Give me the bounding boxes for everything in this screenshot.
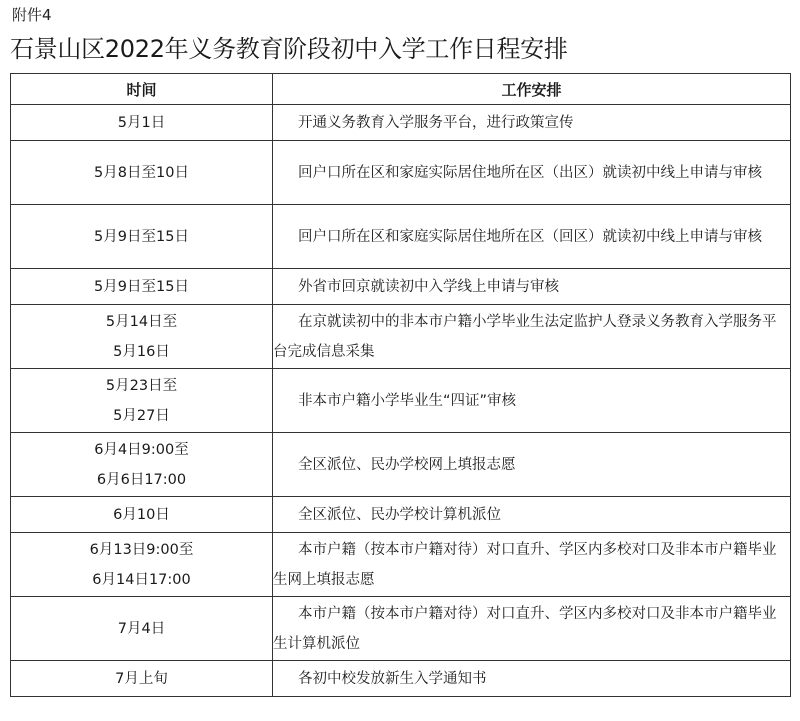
task-text: 回户口所在区和家庭实际居住地所在区（出区）就读初中线上申请与审核 bbox=[298, 164, 762, 181]
task-cell bbox=[273, 105, 791, 141]
table-row bbox=[11, 269, 791, 305]
time-text-end: 5月27日 bbox=[113, 407, 170, 424]
table-row bbox=[11, 661, 791, 697]
time-text-end: 6月6日17:00 bbox=[96, 471, 187, 488]
time-cell bbox=[11, 105, 273, 141]
task-text: 开通义务教育入学服务平台，进行政策宣传 bbox=[298, 114, 574, 131]
time-cell bbox=[11, 433, 273, 497]
task-cell bbox=[273, 369, 791, 433]
time-text-start: 6月4日9:00至 bbox=[94, 441, 189, 458]
task-cell bbox=[273, 661, 791, 697]
time-text: 5月9日至15日 bbox=[94, 278, 189, 295]
task-cell bbox=[273, 205, 791, 269]
table-header-row bbox=[11, 74, 791, 105]
time-text: 5月9日至15日 bbox=[94, 228, 189, 245]
table-row bbox=[11, 497, 791, 533]
table-row bbox=[11, 105, 791, 141]
page-title: 石景山区2022年义务教育阶段初中入学工作日程安排 bbox=[10, 35, 568, 63]
table-row bbox=[11, 597, 791, 661]
schedule-table bbox=[10, 73, 791, 697]
attachment-label: 附件4 bbox=[12, 6, 52, 24]
time-text-end: 6月14日17:00 bbox=[92, 571, 191, 588]
task-text: 全区派位、民办学校网上填报志愿 bbox=[298, 456, 516, 473]
task-cell bbox=[273, 305, 791, 369]
time-text: 6月10日 bbox=[113, 506, 170, 523]
task-text: 各初中校发放新生入学通知书 bbox=[298, 670, 487, 687]
task-cell bbox=[273, 433, 791, 497]
task-text: 非本市户籍小学毕业生“四证”审核 bbox=[298, 392, 517, 409]
time-cell bbox=[11, 269, 273, 305]
header-time: 时间 bbox=[11, 74, 273, 105]
time-text: 7月上旬 bbox=[115, 670, 168, 687]
time-text-start: 5月23日至 bbox=[105, 377, 178, 394]
task-cell bbox=[273, 597, 791, 661]
time-cell bbox=[11, 141, 273, 205]
time-cell bbox=[11, 305, 273, 369]
table-row bbox=[11, 433, 791, 497]
header-task: 工作安排 bbox=[273, 74, 791, 105]
task-text: 本市户籍（按本市户籍对待）对口直升、学区内多校对口及非本市户籍毕业生网上填报志愿 bbox=[273, 541, 777, 588]
time-cell bbox=[11, 597, 273, 661]
time-text: 7月4日 bbox=[117, 620, 166, 637]
task-text: 在京就读初中的非本市户籍小学毕业生法定监护人登录义务教育入学服务平台完成信息采集 bbox=[273, 313, 777, 360]
task-text: 回户口所在区和家庭实际居住地所在区（回区）就读初中线上申请与审核 bbox=[298, 228, 762, 245]
time-cell bbox=[11, 533, 273, 597]
task-cell bbox=[273, 533, 791, 597]
table-row bbox=[11, 305, 791, 369]
task-text: 本市户籍（按本市户籍对待）对口直升、学区内多校对口及非本市户籍毕业生计算机派位 bbox=[273, 605, 777, 652]
time-text-start: 5月14日至 bbox=[105, 313, 178, 330]
task-cell bbox=[273, 141, 791, 205]
time-cell bbox=[11, 205, 273, 269]
time-cell bbox=[11, 661, 273, 697]
table-row bbox=[11, 205, 791, 269]
time-text-end: 5月16日 bbox=[113, 343, 170, 360]
time-cell bbox=[11, 497, 273, 533]
time-text: 5月1日 bbox=[117, 114, 166, 131]
task-text: 外省市回京就读初中入学线上申请与审核 bbox=[298, 278, 559, 295]
table-row bbox=[11, 533, 791, 597]
time-text: 5月8日至10日 bbox=[94, 164, 189, 181]
task-cell bbox=[273, 269, 791, 305]
task-cell bbox=[273, 497, 791, 533]
time-cell bbox=[11, 369, 273, 433]
time-text-start: 6月13日9:00至 bbox=[89, 541, 194, 558]
task-text: 全区派位、民办学校计算机派位 bbox=[298, 506, 501, 523]
table-row bbox=[11, 141, 791, 205]
table-row bbox=[11, 369, 791, 433]
